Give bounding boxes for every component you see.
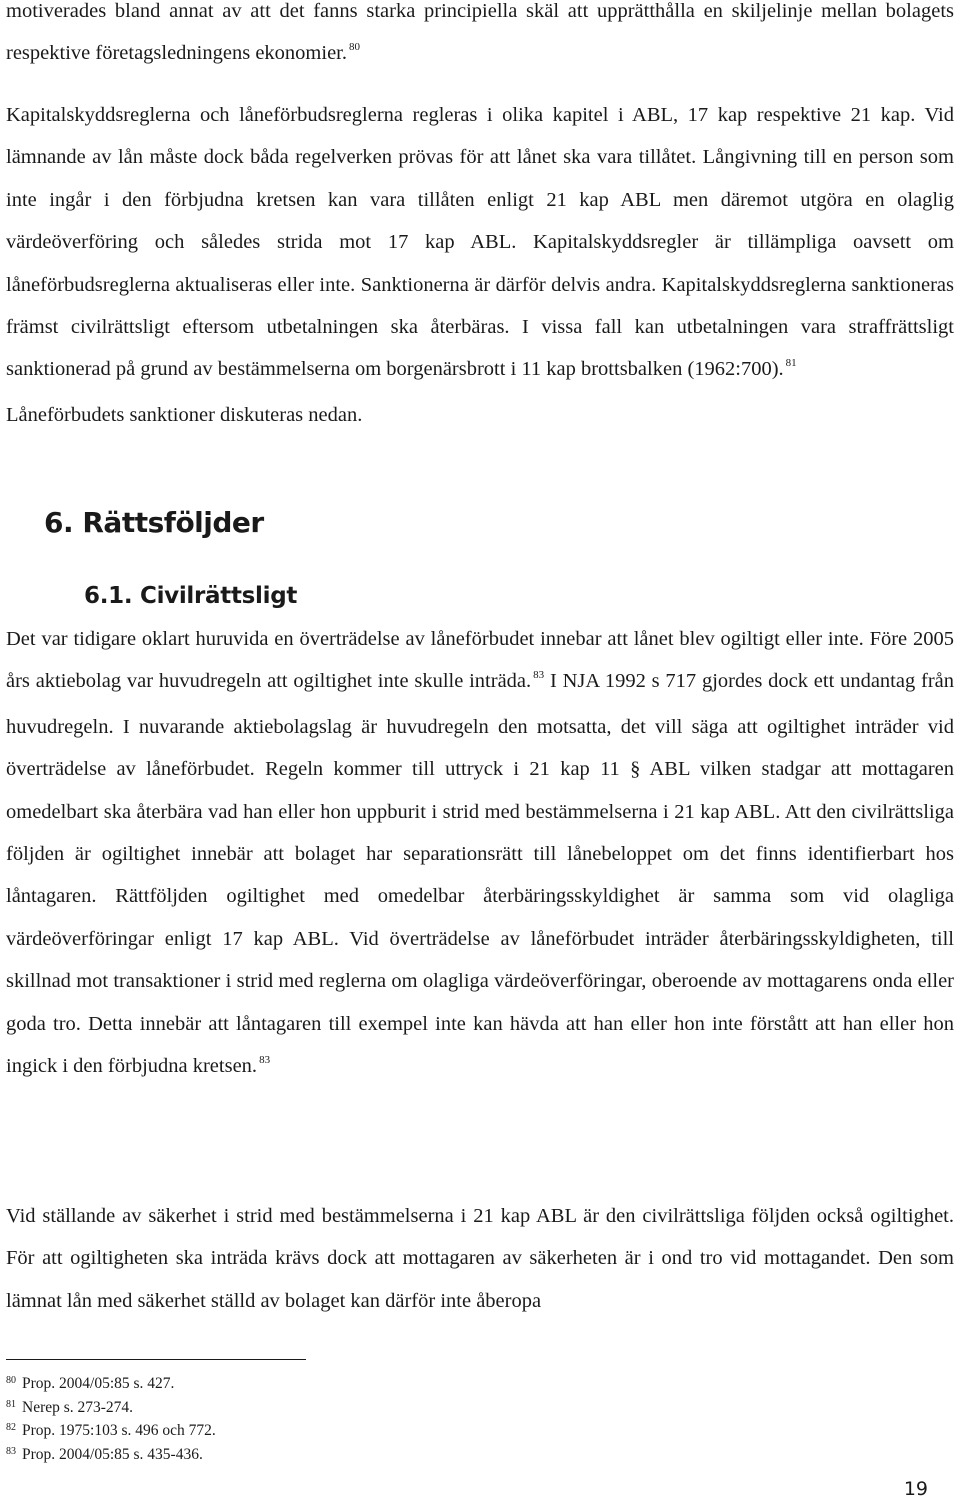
paragraph-motiverades (6, 0, 954, 78)
footnote-ref-81: 81 (785, 357, 797, 370)
footnote-text: Prop. 2004/05:85 s. 435-436. (22, 1445, 203, 1463)
paragraph-text: motiverades bland annat av att det fanns starka principiella skäl att upprätthålla en skiljelinje mellan bolagets respektive företagsledningens ekonomier. (6, 0, 954, 65)
paragraph-text: I NJA 1992 s 717 gjordes dock ett undantag från huvudregeln. I nuvarande aktiebolagslag är huvudregeln den motsatta, det vill säga att ogiltighet inträder vid överträdelse av låneförbudet. Regeln kommer till uttryck i 21 kap 11 § ABL vilken stadgar att mottagaren omedelbart ska återbära vad han eller hon uppburit i strid med bestämmelserna i 21 kap ABL. Att den civilrättsliga följden är ogiltighet innebär att bolaget har separationsrätt till lånebeloppet om det finns identifierbart hos låntagaren. Rättföljden ogiltighet med omedelbar återbäringsskyldighet är samma som vid olagliga värdeöverföringar enligt 17 kap ABL. Vid överträdelse av låneförbudet inträder återbäringsskyldigheten, till skillnad mot transaktioner i strid med reglerna om olagliga värdeöverföringar, oberoende av mottagarens onda eller goda tro. Detta innebär att låntagaren till exempel inte kan hävda att han eller hon inte förstått att han eller hon ingick i den förbjudna kretsen. (6, 670, 955, 1078)
heading-rattsfoljder: 6. Rättsföljder (44, 506, 264, 539)
footnote-number: 82 (6, 1422, 16, 1433)
footnote-list (6, 1373, 216, 1467)
paragraph-text: Vid ställande av säkerhet i strid med bestämmelserna i 21 kap ABL är den civilrättsliga följden också ogiltighet. För att ogiltigheten ska inträda krävs dock att mottagaren av säkerheten är i ond tro vid mottagandet. Den som lämnat lån med säkerhet ställd av bolaget kan därför inte åberopa (6, 1205, 954, 1312)
paragraph-kapitalskydd (6, 94, 954, 436)
page-number: 19 (903, 1478, 928, 1500)
footnote-item (6, 1444, 216, 1468)
paragraph-text: Kapitalskyddsreglerna och låneförbudsreglerna regleras i olika kapitel i ABL, 17 kap respektive 21 kap. Vid lämnande av lån måste dock båda regelverken prövas för att lånet ska vara tillåtet. Långivning till en person som inte ingår i den förbjudna kretsen kan vara tillåten enligt 21 kap ABL men däremot utgöra en olaglig värdeöverföring och således strida mot 17 kap ABL. Kapitalskyddsregler är tillämpliga oavsett om låneförbudsreglerna aktualiseras eller inte. Sanktionerna är därför delvis andra. Kapitalskyddsreglerna sanktioneras främst civilrättsligt eftersom utbetalningen ska återbäras. I vissa fall kan utbetalningen vara straffrättsligt sanktionerad på grund av bestämmelserna om borgenärsbrott i 11 kap brottsbalken (1962:700). (6, 104, 954, 381)
footnote-number: 81 (6, 1398, 16, 1410)
paragraph-civilrattsligt (6, 618, 954, 1090)
footnote-ref-83: 83 (259, 1054, 271, 1067)
footnote-ref-80: 80 (349, 41, 360, 54)
footnote-item (6, 1373, 216, 1397)
paragraph-text: Det var tidigare oklart huruvida en överträdelse av låneförbudet innebar att lånet blev ogiltigt eller inte. Före 2005 års aktiebolag var huvudregeln att ogiltighet inte skulle inträda. (6, 628, 954, 693)
footnote-text: Prop. 1975:103 s. 496 och 772. (22, 1422, 216, 1439)
footnote-text: Prop. 2004/05:85 s. 427. (22, 1375, 175, 1392)
paragraph-text: Låneförbudets sanktioner diskuteras nedan. (6, 403, 363, 426)
heading-civilrattsligt: 6.1. Civilrättsligt (84, 583, 298, 609)
footnote-text: Nerep s. 273-274. (22, 1398, 134, 1416)
footnote-item (6, 1420, 216, 1444)
footnote-number: 80 (6, 1375, 16, 1386)
footnote-ref-82: 83 (533, 669, 545, 682)
paragraph-sakerhet (6, 1195, 954, 1322)
footnote-number: 83 (6, 1445, 16, 1457)
footnote-item (6, 1397, 216, 1421)
footnote-separator (6, 1359, 306, 1360)
